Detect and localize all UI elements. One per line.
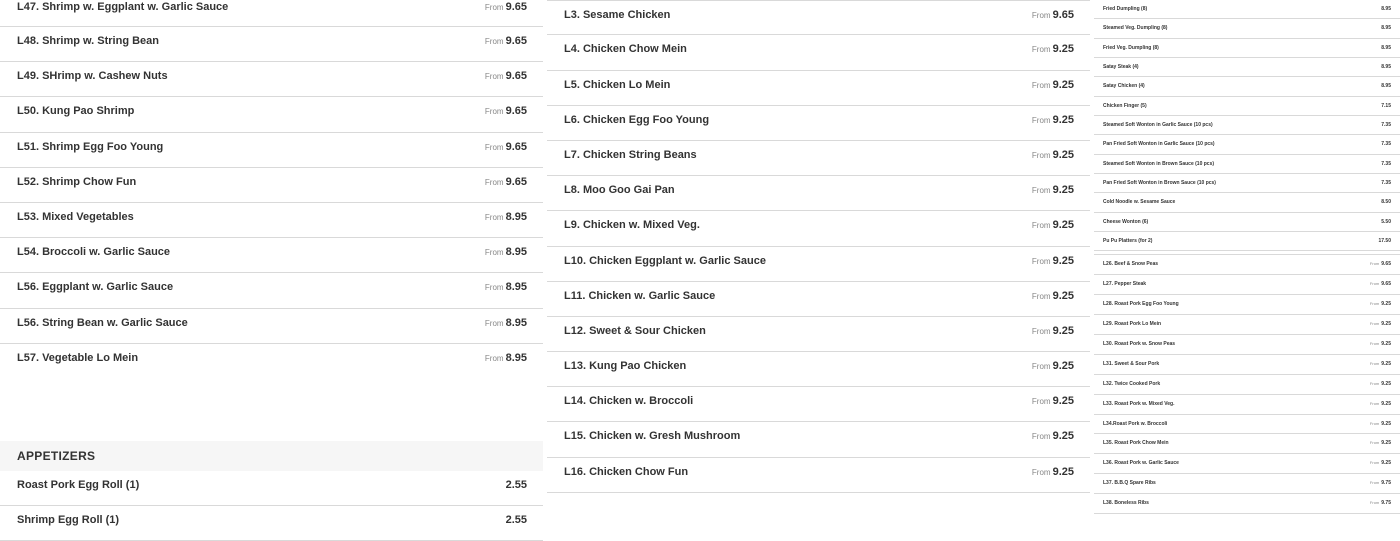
menu-item-name: L12. Sweet & Sour Chicken [564, 324, 706, 337]
menu-item-name: Shrimp Egg Roll (1) [17, 514, 120, 527]
menu-item-price [485, 141, 527, 153]
menu-item-name: Satay Steak (4) [1103, 64, 1139, 71]
menu-item-name: Roast Pork Egg Roll (1) [17, 478, 140, 491]
price-prefix: From [1031, 291, 1051, 301]
price-prefix: From [1031, 326, 1051, 336]
menu-item-name: L16. Chicken Chow Fun [564, 465, 689, 478]
menu-item-name: Fried Veg. Dumpling (8) [1103, 44, 1159, 51]
menu-item[interactable] [1094, 116, 1400, 135]
menu-item-name: L54. Broccoli w. Garlic Sauce [17, 246, 171, 259]
menu-item-name: L26. Beef & Snow Peas [1103, 261, 1159, 268]
menu-item-price [1370, 480, 1391, 486]
price-value: 9.25 [1052, 78, 1074, 91]
menu-item-name: Pan Fried Soft Wonton in Garlic Sauce (10 pcs) [1103, 141, 1215, 148]
price-prefix: From [1031, 397, 1051, 407]
menu-item[interactable] [1094, 355, 1400, 375]
menu-item[interactable] [0, 506, 543, 541]
price-prefix: From [1031, 11, 1051, 20]
price-value: 9.65 [505, 1, 527, 13]
menu-item-name: L48. Shrimp w. String Bean [17, 35, 160, 47]
price-prefix: From [1369, 460, 1380, 466]
menu-item[interactable] [547, 176, 1090, 211]
price-prefix: From [1369, 261, 1380, 267]
menu-item[interactable] [547, 422, 1090, 457]
menu-item-name: Fried Dumpling (8) [1103, 6, 1148, 12]
menu-item[interactable] [1094, 77, 1400, 96]
menu-item-name: L3. Sesame Chicken [564, 9, 671, 21]
menu-item-price [1032, 184, 1074, 196]
menu-item-name: L7. Chicken String Beans [564, 148, 697, 161]
price-prefix: From [1031, 186, 1051, 196]
price-value: 9.25 [1381, 341, 1391, 348]
menu-item-price: 2.55 [505, 478, 527, 491]
menu-item[interactable] [1094, 135, 1400, 154]
price-value: 8.95 [505, 210, 527, 223]
menu-item-price: 17.50 [1378, 238, 1391, 245]
price-value: 9.65 [505, 175, 527, 188]
menu-item-price [1370, 381, 1391, 387]
menu-item-name: L8. Moo Goo Gai Pan [564, 184, 675, 197]
price-prefix: From [1369, 341, 1380, 347]
menu-item[interactable] [547, 35, 1090, 70]
price-prefix: From [1031, 256, 1051, 266]
menu-item[interactable] [0, 309, 543, 344]
menu-item-price [1370, 440, 1391, 446]
menu-item-price [485, 105, 527, 117]
price-value: 9.65 [505, 35, 527, 47]
menu-item[interactable] [0, 62, 543, 97]
section-spacer [0, 379, 543, 441]
section-title: APPETIZERS [17, 448, 96, 463]
menu-item-price [1032, 290, 1074, 302]
menu-item-name: L38. Boneless Ribs [1103, 500, 1149, 507]
menu-item-price: 8.95 [1381, 83, 1391, 90]
price-prefix: From [484, 107, 504, 117]
menu-item-price: 8.95 [1381, 44, 1391, 51]
price-prefix: From [1031, 467, 1051, 477]
menu-item-price [1370, 361, 1391, 367]
menu-item-price [485, 1, 527, 13]
price-value: 9.75 [1381, 480, 1391, 487]
price-prefix: From [1031, 432, 1051, 442]
menu-item-name: Pu Pu Platters (for 2) [1103, 238, 1153, 245]
menu-item[interactable] [0, 471, 543, 506]
price-value: 9.25 [1052, 113, 1074, 126]
price-prefix: From [1369, 321, 1380, 327]
price-prefix: From [1369, 281, 1380, 287]
menu-item[interactable] [1094, 255, 1400, 275]
menu-item-price [1032, 219, 1074, 231]
section-header [0, 441, 543, 471]
menu-item-price [485, 281, 527, 293]
menu-item-price [1032, 114, 1074, 126]
price-prefix: From [1031, 221, 1051, 231]
menu-item-name: Steamed Soft Wonton in Brown Sauce (10 pcs) [1103, 160, 1215, 167]
menu-item-price [485, 211, 527, 223]
price-value: 8.95 [505, 246, 527, 259]
menu-item-name: L49. SHrimp w. Cashew Nuts [17, 70, 168, 83]
price-prefix: From [1031, 45, 1051, 55]
menu-item[interactable] [1094, 395, 1400, 415]
menu-item-name: L9. Chicken w. Mixed Veg. [564, 219, 700, 232]
menu-item-price: 7.35 [1381, 160, 1391, 167]
price-prefix: From [484, 283, 504, 293]
menu-item[interactable] [547, 0, 1090, 35]
price-prefix: From [484, 72, 504, 82]
menu-item-name: L28. Roast Pork Egg Foo Young [1103, 301, 1179, 308]
menu-item-price: 8.50 [1381, 199, 1391, 206]
price-prefix: From [1369, 480, 1380, 486]
menu-item-price [1370, 281, 1391, 287]
menu-item-name: L50. Kung Pao Shrimp [17, 105, 135, 118]
menu-item[interactable] [1094, 474, 1400, 494]
price-value: 9.65 [1381, 281, 1391, 288]
price-prefix: From [484, 142, 504, 152]
menu-item-name: L14. Chicken w. Broccoli [564, 395, 694, 408]
menu-item-price: 8.95 [1381, 6, 1391, 12]
price-value: 9.25 [1381, 360, 1391, 367]
menu-item-name: L11. Chicken w. Garlic Sauce [564, 289, 716, 302]
menu-item-price [1370, 401, 1391, 407]
menu-item-name: L51. Shrimp Egg Foo Young [17, 140, 164, 153]
menu-item[interactable] [0, 273, 543, 308]
price-prefix: From [484, 318, 504, 328]
price-prefix: From [1369, 380, 1380, 386]
price-prefix: From [1369, 420, 1380, 426]
menu-item-price [1032, 149, 1074, 161]
menu-item-name: L27. Pepper Steak [1103, 281, 1147, 288]
menu-item-price [485, 70, 527, 82]
menu-item[interactable] [547, 247, 1090, 282]
menu-column-middle [547, 0, 1090, 500]
menu-item[interactable] [1094, 174, 1400, 193]
menu-item-price [1032, 466, 1074, 478]
menu-item[interactable] [547, 141, 1090, 176]
menu-item[interactable] [0, 0, 543, 27]
menu-column-left [0, 0, 543, 527]
menu-item[interactable] [1094, 232, 1400, 251]
menu-item[interactable] [1094, 275, 1400, 295]
menu-item-name: L52. Shrimp Chow Fun [17, 175, 137, 188]
price-prefix: From [1369, 301, 1380, 307]
menu-item-price [1032, 9, 1074, 21]
menu-item-name: L13. Kung Pao Chicken [564, 360, 687, 373]
price-prefix: From [484, 212, 504, 222]
price-value: 9.25 [1052, 148, 1074, 161]
price-value: 9.25 [1381, 380, 1391, 387]
price-prefix: From [484, 37, 504, 46]
menu-item-name: L47. Shrimp w. Eggplant w. Garlic Sauce [17, 1, 229, 13]
menu-item[interactable] [547, 211, 1090, 246]
menu-item-name: L57. Vegetable Lo Mein [17, 351, 139, 364]
menu-item-price [485, 35, 527, 47]
menu-item-price [1370, 341, 1391, 347]
menu-item-price [1032, 79, 1074, 91]
price-value: 8.95 [505, 351, 527, 364]
price-value: 9.25 [1052, 289, 1074, 302]
menu-item-name: L33. Roast Pork w. Mixed Veg. [1103, 400, 1175, 407]
menu-item-price: 7.35 [1381, 141, 1391, 148]
menu-item[interactable] [547, 352, 1090, 387]
price-value: 9.25 [1052, 254, 1074, 267]
menu-item[interactable] [547, 387, 1090, 422]
price-value: 9.25 [1052, 43, 1074, 56]
menu-item[interactable] [547, 317, 1090, 352]
menu-item[interactable] [0, 344, 543, 379]
menu-item-name: Pan Fried Soft Wonton in Brown Sauce (10 pcs) [1103, 180, 1216, 187]
menu-item-name: L56. String Bean w. Garlic Sauce [17, 316, 188, 329]
menu-item-name: Satay Chicken (4) [1103, 83, 1145, 90]
menu-item-name: Chicken Finger (5) [1103, 102, 1147, 109]
menu-item-price [1370, 460, 1391, 466]
menu-item-price [485, 317, 527, 329]
menu-item-name: L37. B.B.Q Spare Ribs [1103, 480, 1156, 487]
menu-item-name: L32. Twice Cooked Pork [1103, 380, 1161, 387]
price-value: 9.25 [1052, 430, 1074, 443]
menu-item[interactable] [547, 71, 1090, 106]
price-value: 9.25 [1052, 465, 1074, 478]
menu-item-price [1032, 360, 1074, 372]
menu-item[interactable] [1094, 415, 1400, 435]
menu-item[interactable] [0, 203, 543, 238]
menu-item[interactable] [0, 97, 543, 132]
price-prefix: From [1031, 115, 1051, 125]
price-value: 9.65 [505, 70, 527, 83]
menu-item[interactable] [1094, 97, 1400, 116]
price-prefix: From [484, 3, 504, 12]
menu-item[interactable] [1094, 39, 1400, 58]
price-prefix: From [1031, 80, 1051, 90]
menu-item[interactable] [0, 168, 543, 203]
menu-item-price [1032, 325, 1074, 337]
price-prefix: From [1031, 150, 1051, 160]
menu-item-price [1032, 430, 1074, 442]
price-value: 9.25 [1052, 360, 1074, 373]
menu-item[interactable] [0, 238, 543, 273]
menu-item[interactable] [0, 27, 543, 62]
menu-item-name: Cold Noodle w. Sesame Sauce [1103, 199, 1176, 206]
menu-item-price [485, 176, 527, 188]
menu-item-name: L53. Mixed Vegetables [17, 210, 134, 223]
menu-item-name: L5. Chicken Lo Mein [564, 78, 671, 91]
price-value: 9.65 [1052, 9, 1074, 21]
menu-item[interactable] [1094, 19, 1400, 38]
menu-item-name: L4. Chicken Chow Mein [564, 43, 687, 56]
menu-item[interactable] [1094, 335, 1400, 355]
price-value: 9.25 [1052, 184, 1074, 197]
menu-item[interactable] [1094, 295, 1400, 315]
menu-item-price [1370, 261, 1391, 267]
menu-item-price: 7.35 [1381, 122, 1391, 129]
menu-item-name: Cheese Wonton (6) [1103, 218, 1149, 225]
menu-item-price [1370, 301, 1391, 307]
price-prefix: From [484, 177, 504, 187]
menu-item-price [1370, 321, 1391, 327]
price-value: 9.25 [1381, 400, 1391, 407]
menu-column-right [1094, 0, 1400, 507]
menu-item[interactable] [547, 106, 1090, 141]
menu-item[interactable] [1094, 58, 1400, 77]
menu-item-name: L35. Roast Pork Chow Mein [1103, 440, 1169, 447]
price-prefix: From [1031, 362, 1051, 372]
price-value: 9.25 [1381, 301, 1391, 308]
price-value: 9.65 [505, 140, 527, 153]
price-value: 9.25 [1381, 460, 1391, 467]
menu-item[interactable] [1094, 315, 1400, 335]
price-value: 9.25 [1381, 440, 1391, 447]
menu-item-price: 8.95 [1381, 64, 1391, 71]
price-value: 9.75 [1381, 500, 1391, 507]
menu-item[interactable] [1094, 375, 1400, 395]
price-prefix: From [484, 353, 504, 363]
price-prefix: From [484, 248, 504, 258]
menu-item-name: Steamed Soft Wonton in Garlic Sauce (10 pcs) [1103, 122, 1213, 129]
menu-item[interactable] [1094, 454, 1400, 474]
menu-item[interactable] [1094, 213, 1400, 232]
menu-item[interactable] [1094, 494, 1400, 514]
menu-item-name: L34.Roast Pork w. Broccoli [1103, 420, 1168, 427]
menu-item-name: L36. Roast Pork w. Garlic Sauce [1103, 460, 1179, 467]
menu-item-name: L10. Chicken Eggplant w. Garlic Sauce [564, 254, 766, 267]
price-value: 9.65 [505, 105, 527, 118]
price-value: 9.65 [1381, 261, 1391, 268]
menu-item-price: 5.50 [1381, 218, 1391, 225]
menu-item[interactable] [1094, 193, 1400, 212]
menu-item-name: Steamed Veg. Dumpling (8) [1103, 25, 1168, 32]
menu-item-name: L15. Chicken w. Gresh Mushroom [564, 430, 741, 443]
price-value: 9.25 [1052, 395, 1074, 408]
menu-item-price [1032, 43, 1074, 55]
price-value: 9.25 [1052, 324, 1074, 337]
menu-item-name: L31. Sweet & Sour Pork [1103, 360, 1160, 367]
price-value: 9.25 [1381, 321, 1391, 328]
menu-item-price: 7.15 [1381, 102, 1391, 109]
price-prefix: From [1369, 360, 1380, 366]
price-value: 8.95 [505, 281, 527, 294]
menu-item-price [485, 246, 527, 258]
menu-item[interactable] [1094, 434, 1400, 454]
price-value: 8.95 [505, 316, 527, 329]
price-prefix: From [1369, 500, 1380, 506]
menu-item[interactable] [1094, 155, 1400, 174]
menu-item-name: L6. Chicken Egg Foo Young [564, 113, 710, 126]
menu-item-price [1370, 500, 1391, 506]
menu-item[interactable] [547, 458, 1090, 493]
menu-item[interactable] [1094, 0, 1400, 19]
menu-item-price [1032, 255, 1074, 267]
menu-item-price: 7.35 [1381, 180, 1391, 187]
menu-item[interactable] [0, 133, 543, 168]
price-prefix: From [1369, 440, 1380, 446]
price-prefix: From [1369, 400, 1380, 406]
menu-item-price: 8.95 [1381, 25, 1391, 32]
menu-item-price [1370, 421, 1391, 427]
menu-item-price [1032, 395, 1074, 407]
menu-item-price: 2.55 [505, 514, 527, 527]
menu-item-price [485, 352, 527, 364]
price-value: 9.25 [1052, 219, 1074, 232]
menu-item-name: L56. Eggplant w. Garlic Sauce [17, 281, 174, 294]
price-value: 9.25 [1381, 420, 1391, 427]
menu-item-name: L29. Roast Pork Lo Mein [1103, 321, 1162, 328]
menu-item-name: L30. Roast Pork w. Snow Peas [1103, 341, 1176, 348]
menu-item[interactable] [547, 282, 1090, 317]
